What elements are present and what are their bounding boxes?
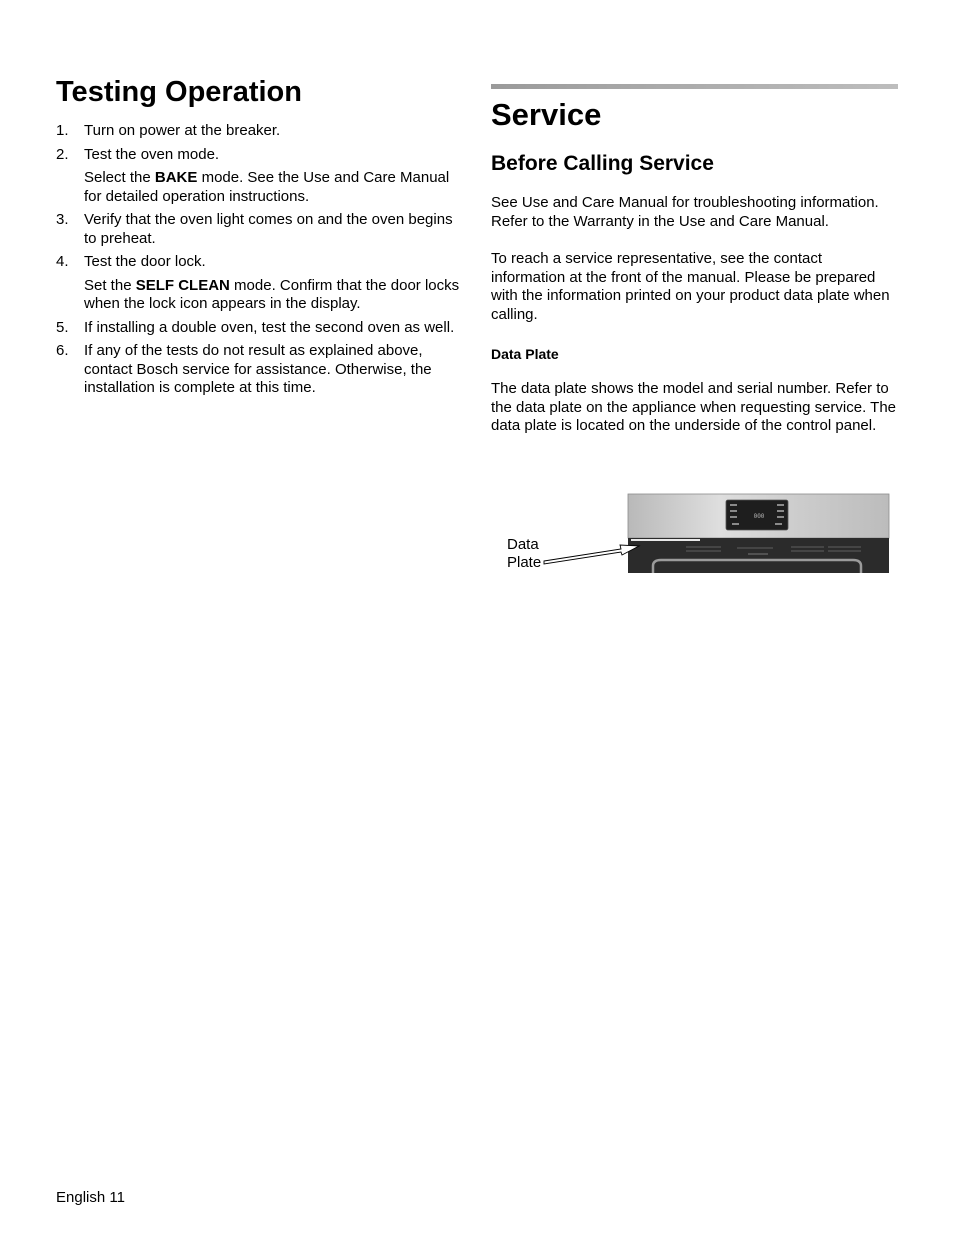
data-plate-heading: Data Plate bbox=[491, 346, 559, 362]
step-detail bbox=[84, 169, 466, 206]
step-detail-text: Set the bbox=[84, 276, 136, 294]
testing-steps-list bbox=[56, 122, 466, 398]
step-detail-text: mode. Confirm that the door locks when the lock icon appears in the display. bbox=[84, 276, 460, 312]
data-plate-paragraph: The data plate shows the model and serial number. Refer to the data plate on the appliance when requesting service. The data plate is located on the underside of the control panel. bbox=[491, 380, 896, 434]
step-detail-text: Select the bbox=[84, 169, 155, 186]
testing-operation-section bbox=[56, 74, 466, 403]
data-plate-figure bbox=[491, 493, 891, 573]
step-4 bbox=[56, 253, 466, 314]
step-text: Turn on power at the breaker. bbox=[84, 122, 281, 139]
step-number: 1. bbox=[56, 122, 69, 139]
step-text: Test the door lock. bbox=[84, 253, 206, 270]
step-2 bbox=[56, 146, 466, 207]
section-divider-rule bbox=[491, 84, 898, 89]
step-text: If installing a double oven, test the second oven as well. bbox=[84, 318, 455, 336]
troubleshooting-paragraph: See Use and Care Manual for troubleshooting information. Refer to the Warranty in the Use and Care Manual. bbox=[491, 194, 879, 230]
mode-name-bake: BAKE bbox=[154, 169, 198, 186]
step-3 bbox=[56, 211, 466, 248]
data-plate-label-line1: Data bbox=[507, 536, 539, 553]
step-1 bbox=[56, 122, 466, 141]
testing-operation-title: Testing Operation bbox=[56, 76, 302, 108]
service-contact-paragraph: To reach a service representative, see the contact information at the front of the manual. Please be prepared with the information printed on your product data plate when calling. bbox=[491, 250, 890, 323]
service-section bbox=[491, 84, 898, 436]
page-footer: English 11 bbox=[56, 1189, 125, 1206]
mode-name-self-clean: SELF CLEAN bbox=[135, 276, 230, 294]
step-detail bbox=[84, 277, 466, 314]
step-5 bbox=[56, 319, 466, 338]
step-number: 3. bbox=[56, 211, 69, 228]
step-text: If any of the tests do not result as explained above, contact Bosch service for assistance. Otherwise, the installation is complete at this time. bbox=[84, 342, 432, 396]
step-number: 6. bbox=[56, 342, 69, 359]
step-text: Test the oven mode. bbox=[84, 145, 220, 163]
step-6 bbox=[56, 342, 466, 398]
step-number: 5. bbox=[56, 318, 69, 336]
oven-body bbox=[628, 538, 889, 573]
oven-illustration bbox=[491, 493, 891, 573]
data-plate-label-line2: Plate bbox=[507, 554, 542, 571]
service-title: Service bbox=[491, 97, 602, 132]
pointer-arrow bbox=[544, 545, 639, 564]
data-plate-marker bbox=[631, 539, 700, 541]
step-detail-text: mode. See the Use and Care Manual for detailed operation instructions. bbox=[84, 169, 450, 205]
step-number: 2. bbox=[56, 145, 69, 163]
display-readout: 000 bbox=[753, 513, 765, 520]
step-text: Verify that the oven light comes on and the oven begins to preheat. bbox=[84, 211, 453, 247]
before-calling-service-heading: Before Calling Service bbox=[491, 152, 714, 175]
step-number: 4. bbox=[56, 253, 69, 270]
